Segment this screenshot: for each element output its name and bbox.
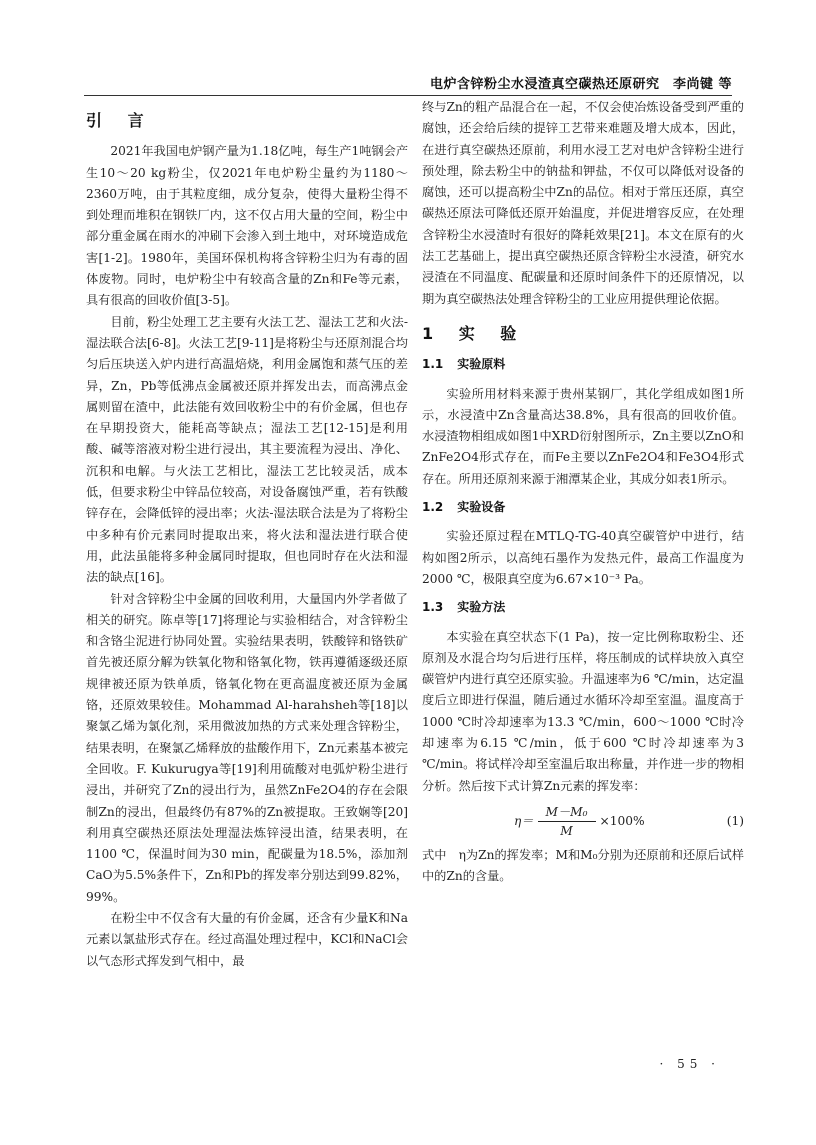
subsection-heading (422, 597, 744, 618)
page-number: · 55 · (659, 1057, 720, 1071)
subsection-number: 1.1 (422, 357, 444, 372)
subsection-text: 本实验在真空状态下(1 Pa)，按一定比例称取粉尘、还原剂及水混合均匀后进行压样，将压制成的试样块放入真空碳管炉内进行真空还原实验。升温速率为6 ℃/min，达定温度后立即进行保温，随后通过水循环冷却至室温。温度高于1000 ℃时冷却速率为13.3 ℃/min，600～1000 ℃时冷却速率为6.15 ℃/min，低于600 ℃时冷却速率为3 ℃/min。将试样冷却至室温后取出称量，并作进一步的物相分析。然后按下式计算Zn元素的挥发率： (422, 629, 744, 793)
equation-fraction (538, 803, 596, 840)
subsection-title: 实验设备 (457, 500, 506, 515)
subsection-text: 实验所用材料来源于贵州某钢厂，其化学组成如图1所示，水浸渣中Zn含量高达38.8%，具有很高的回收价值。水浸渣物相组成如图1中XRD衍射图所示，Zn主要以ZnO和ZnFe2O4形式存在，而Fe主要以ZnFe2O4和Fe3O4形式存在。所用还原剂来源于湘潭某企业，其成分如表1所示。 (422, 386, 744, 486)
subsection-heading (422, 354, 744, 375)
subsection-text: 实验还原过程在MTLQ-TG-40真空碳管炉中进行，结构如图2所示，以高纯石墨作为发热元件，最高工作温度为2000 ℃，极限真空度为6.67×10⁻³ Pa。 (422, 529, 744, 586)
subsection-heading (422, 497, 744, 518)
equation-1 (422, 799, 744, 845)
right-column (422, 97, 744, 888)
header-rule (84, 95, 732, 96)
equation-numerator: M－M₀ (538, 803, 596, 822)
intro-paragraph: 目前，粉尘处理工艺主要有火法工艺、湿法工艺和火法-湿法联合法[6-8]。火法工艺[9-11]是将粉尘与还原剂混合均匀后压块送入炉内进行高温焙烧，利用金属饱和蒸气压的差异，Zn，Pb等低沸点金属被还原并挥发出去，而高沸点金属则留在渣中，此法能有效回收粉尘中的有价金属，但也存在早期投资大，能耗高等缺点；湿法工艺[12-15]是利用酸、碱等溶液对粉尘进行浸出，其主要流程为浸出、净化、沉积和电解。与火法工艺相比，湿法工艺比较灵活，成本低，但要求粉尘中锌品位较高，对设备腐蚀严重，若有铁酸锌存在，会降低锌的浸出率；火法-湿法联合法是为了将粉尘中多种有价元素同时提取出来，将火法和湿法进行联合使用，此法虽能将多种金属同时提取，但也同时存在火法和湿法的缺点[16]。 (86, 314, 408, 585)
equation-denominator: M (560, 824, 573, 839)
intro-paragraph: 在粉尘中不仅含有大量的有价金属，还含有少量K和Na元素以氯盐形式存在。经过高温处理过程中，KCl和NaCl会以气态形式挥发到气相中，最 (86, 910, 408, 968)
running-header: 电炉含锌粉尘水浸渣真空碳热还原研究 李尚键 等 (429, 77, 732, 92)
intro-heading: 引 言 (86, 111, 154, 130)
equation-number: (1) (726, 814, 744, 829)
equation-rest: ×100% (599, 814, 645, 829)
subsection-title: 实验方法 (457, 600, 506, 615)
equation-lhs: η＝ (514, 814, 534, 829)
intro-paragraph: 针对含锌粉尘中金属的回收利用，大量国内外学者做了相关的研究。陈卓等[17]将理论与实验相结合，对含锌粉尘和含铬尘泥进行协同处置。实验结果表明，铁酸锌和铬铁矿首先被还原分解为铁氧化物和铬氧化物，铁再遵循逐级还原规律被还原为铁单质，铬氧化物在更高温度被还原为金属铬，还原效果较佳。Mohammad Al-harahsheh等[18]以聚氯乙烯为氯化剂，采用微波加热的方式来处理含锌粉尘，结果表明，在聚氯乙烯释放的盐酸作用下，Zn元素基本被完全回收。F. Kukurugya等[19]利用硫酸对电弧炉粉尘进行浸出，并研究了Zn的浸出行为，虽然ZnFe2O4的存在会限制Zn的浸出，但最终仍有87%的Zn被提取。王致娴等[20]利用真空碳热还原法处理湿法炼锌浸出渣，结果表明，在1100 ℃，保温时间为30 min，配碳量为18.5%，添加剂CaO为5.5%条件下，Zn和Pb的挥发率分别达到99.82%，99%。 (86, 591, 408, 904)
subsection-number: 1.3 (422, 600, 444, 615)
section-1-heading: 1 实 验 (422, 323, 527, 343)
left-column (86, 97, 408, 972)
subsection-number: 1.2 (422, 500, 444, 515)
intro-paragraph: 2021年我国电炉钢产量为1.18亿吨，每生产1吨钢会产生10～20 kg粉尘，仅2021年电炉粉尘量约为1180～2360万吨，由于其粒度细，成分复杂，使得大量粉尘得不到处理而堆积在钢铁厂内，这不仅占用大量的空间，粉尘中部分重金属在雨水的冲刷下会渗入到土地中，对环境造成危害[1-2]。1980年，美国环保机构将含锌粉尘归为有毒的固体废物。同时，电炉粉尘中有较高含量的Zn和Fe等元素，具有很高的回收价值[3-5]。 (86, 144, 408, 308)
intro-continued-paragraph: 终与Zn的粗产品混合在一起，不仅会使冶炼设备受到严重的腐蚀，还会给后续的提锌工艺带来难题及增大成本，因此，在进行真空碳热还原前，利用水浸工艺对电炉含锌粉尘进行预处理，除去粉尘中的钠盐和钾盐，不仅可以降低对设备的腐蚀，还可以提高粉尘中Zn的品位。相对于常压还原，真空碳热还原法可降低还原开始温度，并促进增容反应，在处理含锌粉尘水浸渣时有很好的降耗效果[21]。本文在原有的火法工艺基础上，提出真空碳热还原含锌粉尘水浸渣，研究水浸渣在不同温度、配碳量和还原时间条件下的还原情况，以期为真空碳热法处理含锌粉尘的工业应用提供理论依据。 (422, 100, 744, 306)
subsection-title: 实验原料 (457, 357, 506, 372)
equation-note: 式中 η为Zn的挥发率；M和M₀分别为还原前和还原后试样中的Zn的含量。 (422, 847, 744, 884)
